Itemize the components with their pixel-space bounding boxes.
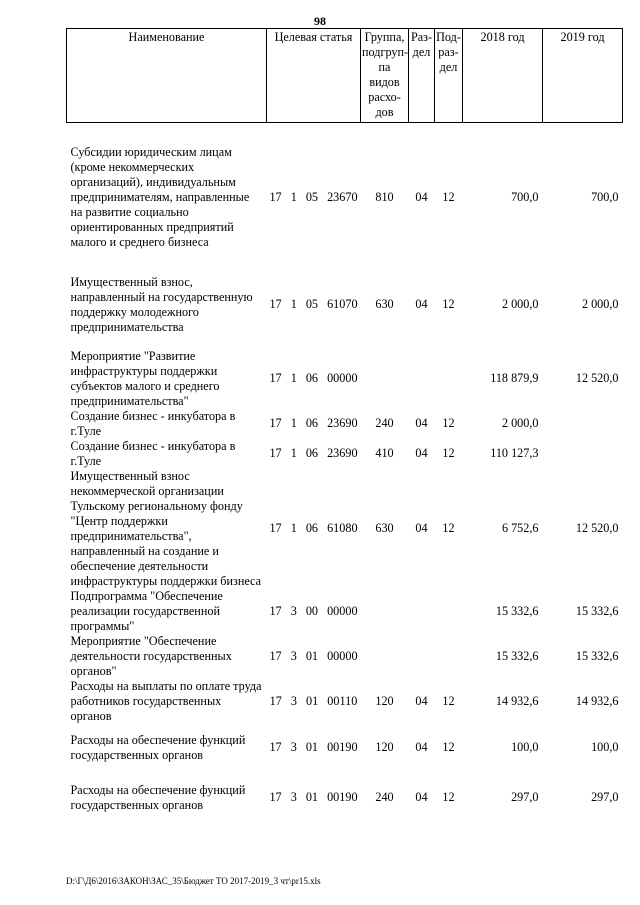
row-razdel: 04 bbox=[415, 790, 428, 804]
row-group: 120 bbox=[375, 740, 394, 754]
row-name: Расходы на обеспечение функций государственных органов bbox=[70, 732, 246, 762]
row-group bbox=[361, 589, 409, 634]
row-podrazdel: 12 bbox=[442, 446, 455, 460]
header-2018: 2018 год bbox=[463, 29, 543, 123]
row-razdel bbox=[409, 634, 435, 679]
page-number: 98 bbox=[314, 14, 326, 28]
row-target: 17 3 01 00190 bbox=[269, 790, 358, 804]
row-name: Субсидии юридическим лицам (кроме некоммерческих организаций), индивидуальным предпринимателям, направленные на развитие социально ориентированных предприятий малого и среднего бизнеса bbox=[70, 144, 250, 249]
row-group: 810 bbox=[375, 189, 394, 204]
row-razdel: 04 bbox=[415, 189, 428, 204]
table-row bbox=[67, 469, 623, 589]
row-podrazdel bbox=[435, 349, 463, 409]
row-name: Имущественный взнос, направленный на государственную поддержку молодежного предпринимательства bbox=[70, 274, 253, 334]
header-podrazdel: Под- раз- дел bbox=[435, 29, 463, 123]
row-name: Расходы на выплаты по оплате труда работников государственных органов bbox=[70, 678, 262, 723]
row-group: 240 bbox=[375, 790, 394, 804]
row-target: 17 1 05 61070 bbox=[269, 297, 358, 311]
budget-table bbox=[66, 28, 623, 813]
row-razdel: 04 bbox=[415, 693, 428, 708]
row-podrazdel: 12 bbox=[442, 790, 455, 804]
row-name: Мероприятие "Развитие инфраструктуры поддержки субъектов малого и среднего предпринимательства" bbox=[70, 348, 220, 408]
row-group: 240 bbox=[375, 416, 394, 430]
row-2018: 700,0 bbox=[511, 189, 539, 204]
row-target: 17 1 06 23690 bbox=[269, 416, 358, 430]
row-razdel bbox=[409, 349, 435, 409]
row-target: 17 3 01 00000 bbox=[269, 648, 358, 663]
table-row bbox=[67, 409, 623, 439]
row-2018: 110 127,3 bbox=[490, 446, 539, 460]
row-group bbox=[361, 634, 409, 679]
row-group bbox=[361, 349, 409, 409]
row-podrazdel bbox=[435, 589, 463, 634]
row-name: Подпрограмма "Обеспечение реализации государственной программы" bbox=[70, 588, 223, 633]
row-target: 17 3 01 00190 bbox=[269, 740, 358, 754]
row-name: Расходы на обеспечение функций государственных органов bbox=[70, 782, 246, 812]
header-2019: 2019 год bbox=[543, 29, 623, 123]
row-podrazdel: 12 bbox=[442, 693, 455, 708]
row-2019 bbox=[543, 439, 623, 469]
row-name: Создание бизнес - инкубатора в г.Туле bbox=[70, 438, 236, 468]
header-razdel: Раз- дел bbox=[409, 29, 435, 123]
row-2019: 14 932,6 bbox=[575, 693, 619, 708]
table-header-row bbox=[67, 29, 623, 123]
row-2019: 12 520,0 bbox=[575, 371, 619, 385]
row-target: 17 1 06 23690 bbox=[269, 446, 358, 460]
row-2019: 15 332,6 bbox=[575, 648, 619, 663]
row-2019: 15 332,6 bbox=[575, 603, 619, 618]
row-name: Имущественный взнос некоммерческой организации Тульскому региональному фонду "Центр поддержки предпринимательства", направленный на создание и обеспечение деятельности инфраструктуры поддержки бизнеса bbox=[70, 468, 262, 588]
footer-file-path: D:\Г\Д6\2016\ЗАКОН\ЗАС_35\Бюджет ТО 2017-2019_3 чт\pr15.xls bbox=[66, 876, 321, 886]
header-target: Целевая статья bbox=[267, 29, 361, 123]
row-2019: 2 000,0 bbox=[581, 297, 619, 311]
row-podrazdel: 12 bbox=[442, 740, 455, 754]
header-name: Наименование bbox=[67, 29, 267, 123]
row-group: 630 bbox=[375, 521, 394, 535]
row-2019: 12 520,0 bbox=[575, 521, 619, 535]
table-row bbox=[67, 275, 623, 335]
row-2018: 118 879,9 bbox=[490, 371, 539, 385]
row-target: 17 1 06 00000 bbox=[269, 371, 358, 385]
header-group: Группа, подгруп- па видов расхо- дов bbox=[361, 29, 409, 123]
row-target: 17 1 06 61080 bbox=[269, 521, 358, 535]
row-2018: 15 332,6 bbox=[495, 603, 539, 618]
row-2019: 100,0 bbox=[591, 740, 619, 754]
table-row bbox=[67, 439, 623, 469]
row-group: 120 bbox=[375, 693, 394, 708]
row-2018: 14 932,6 bbox=[495, 693, 539, 708]
row-razdel: 04 bbox=[415, 297, 428, 311]
row-2018: 6 752,6 bbox=[501, 521, 539, 535]
row-2018: 2 000,0 bbox=[501, 297, 539, 311]
table-row bbox=[67, 145, 623, 250]
row-podrazdel: 12 bbox=[442, 416, 455, 430]
row-target: 17 3 00 00000 bbox=[269, 603, 358, 618]
row-2018: 297,0 bbox=[511, 790, 539, 804]
row-podrazdel: 12 bbox=[442, 297, 455, 311]
table-row bbox=[67, 349, 623, 409]
row-2018: 15 332,6 bbox=[495, 648, 539, 663]
row-podrazdel: 12 bbox=[442, 521, 455, 535]
row-name: Мероприятие "Обеспечение деятельности государственных органов" bbox=[70, 633, 232, 678]
row-target: 17 3 01 00110 bbox=[269, 693, 358, 708]
row-2018: 100,0 bbox=[511, 740, 539, 754]
table-row bbox=[67, 589, 623, 634]
row-2018: 2 000,0 bbox=[501, 416, 539, 430]
row-2019: 297,0 bbox=[591, 790, 619, 804]
row-razdel: 04 bbox=[415, 446, 428, 460]
row-target: 17 1 05 23670 bbox=[269, 189, 358, 204]
table-row bbox=[67, 733, 623, 763]
row-razdel: 04 bbox=[415, 521, 428, 535]
row-razdel: 04 bbox=[415, 740, 428, 754]
row-2019 bbox=[543, 409, 623, 439]
row-podrazdel bbox=[435, 634, 463, 679]
row-podrazdel: 12 bbox=[442, 189, 455, 204]
table-row bbox=[67, 783, 623, 813]
table-row bbox=[67, 634, 623, 679]
row-razdel bbox=[409, 589, 435, 634]
row-group: 630 bbox=[375, 297, 394, 311]
row-2019: 700,0 bbox=[591, 189, 619, 204]
row-razdel: 04 bbox=[415, 416, 428, 430]
table-row bbox=[67, 679, 623, 724]
row-group: 410 bbox=[375, 446, 394, 460]
row-name: Создание бизнес - инкубатора в г.Туле bbox=[70, 408, 236, 438]
